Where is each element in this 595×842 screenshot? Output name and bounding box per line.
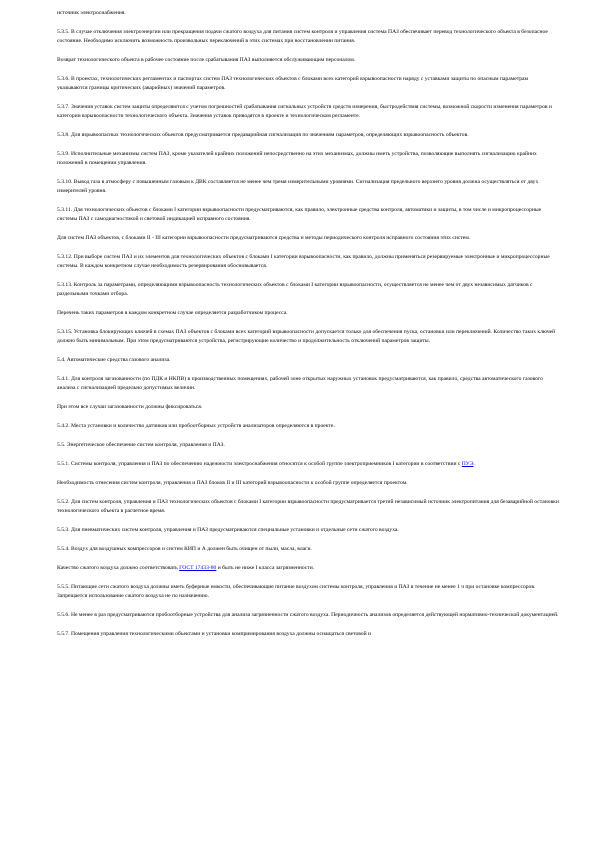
paragraph xyxy=(57,564,560,573)
paragraph-5-5-6: 5.5.6. Не менее в раз предусматриваются пробоотборные устройства для анализа загрязненности сжатого воздуха. Периодичность анализов определяется действующей нормативно-технической документацией. xyxy=(57,612,559,618)
paragraph-5-3-12: 5.3.12. При выборе систем ПАЗ и их элементов для технологических объектов с блоками I категории взрывоопасности, как правило, должны применяться резервируемые электронные и микропроцессорные системы. В каждом конкретном случае необходимость резервирования обосновывается. xyxy=(57,254,550,269)
paragraph-5-4-1: 5.4.1. Для контроля загазованности (по ПДК и НКПВ) в производственных помещениях, рабочей зоне открытых наружных установок предусматриваются, как правило, средства автоматического газового анализа с сигнализацией предельно допустимых величин. xyxy=(57,376,543,391)
paragraph-5-3-15: 5.3.15. Установка блокирующих ключей в схемах ПАЗ объектов с блоками всех категорий взрывоопасности допускается только для обеспечения пуска, остановки или переключений. Количество таких ключей должно быть минимальным. При этом предусматриваются устройства, регистрирующие количество и продолжительность отключений параметров защиты. xyxy=(57,329,556,344)
paragraph-5-5-1 xyxy=(57,460,560,469)
paragraph-5-3-7: 5.3.7. Значения уставок систем защиты определяются с учетом погрешностей срабатывания сигнальных устройств средств измерения, быстродействия системы, возможной скорости изменения параметров и категории взрывоопасности технологического объекта. Значения уставок приводятся в проекте и технологическом регламенте. xyxy=(57,104,552,119)
paragraph-5-5-7: 5.5.7. Помещения управления технологическими объектами и установки компримирования воздуха должны оснащаться световой и xyxy=(57,631,372,637)
paragraph: При этом все случаи загазованности должны фиксироваться. xyxy=(57,404,203,410)
paragraph: Возврат технологического объекта в рабочее состояние после срабатывания ПАЗ выполняется обслуживающим персоналом. xyxy=(57,57,356,63)
paragraph-text: и быть не ниже I класса загрязненности. xyxy=(216,565,315,571)
section-heading-5-4: 5.4. Автоматические средства газового анализа. xyxy=(57,357,171,363)
paragraph-5-5-3: 5.5.3. Для пневматических систем контроля, управления и ПАЗ предусматриваются специальные установки и отдельные сети сжатого воздуха. xyxy=(57,527,399,533)
paragraph-text: 5.5.1. Системы контроля, управления и ПАЗ по обеспечению надежности электроснабжения относятся к особой группе электроприемников I категории в соответствии с xyxy=(57,461,462,467)
paragraph-text: Качество сжатого воздуха должно соответствовать xyxy=(57,565,180,571)
section-heading-5-5: 5.5. Энергетическое обеспечение систем контроля, управления и ПАЗ. xyxy=(57,442,225,448)
paragraph-5-3-6: 5.3.6. В проектах, технологических регламентах и паспортах систем ПАЗ технологических объектов с блоками всех категорий взрывоопасности наряду с уставками защиты по опасным параметрам указываются границы критических (аварийных) значений параметров. xyxy=(57,76,529,91)
paragraph-5-3-5: 5.3.5. В случае отключения электроэнергии или прекращения подачи сжатого воздуха для питания систем контроля и управления система ПАЗ обеспечивает перевод технологического объекта в безопасное состояние. Необходимо исключить возможность произвольных переключений в этих системах при восстановлении питания. xyxy=(57,29,548,44)
paragraph-5-3-9: 5.3.9. Исполнительные механизмы систем ПАЗ, кроме указателей крайних положений непосредственно на этих механизмах, должны иметь устройства, позволяющие выполнять сигнализацию крайних положений в помещении управления. xyxy=(57,151,537,166)
paragraph: Необходимость отнесения систем контроля, управления и ПАЗ блоков II и III категорий взрывоопасности к особой группе определяется проектом. xyxy=(57,480,408,486)
paragraph-5-3-10: 5.3.10. Вывод газа в атмосферу с повышенным газовым к ДВК составляется не менее чем тремя измерительными уровнями. Сигнализация предельного верхнего уровня должна осуществляться от двух измерителей уровня. xyxy=(57,179,539,194)
pue-link[interactable]: ПУЭ xyxy=(461,461,474,467)
paragraph: источник электроснабжения. xyxy=(57,10,126,16)
paragraph: Перечень таких параметров в каждом конкретном случае определяется разработчиком процесса. xyxy=(57,310,288,316)
gost-link[interactable]: ГОСТ 17433-80 xyxy=(179,565,217,571)
paragraph-5-3-8: 5.3.8. Для взрывоопасных технологических объектов предусматривается предаварийная сигнализация по значениям параметров, определяющих взрывоопасность объектов. xyxy=(57,132,469,138)
paragraph-5-4-2: 5.4.2. Места установки и количество датчиков или пробоотборных устройств анализаторов определяются в проекте. xyxy=(57,423,335,429)
paragraph-5-5-2: 5.5.2. Для систем контроля, управления и ПАЗ технологических объектов с блоками I категории взрывоопасности предусматривается третий независимый источник электропитания для безаварийной остановки технологического объекта в расчетное время. xyxy=(57,499,559,514)
paragraph-5-5-5: 5.5.5. Питающие сети сжатого воздуха должны иметь буферные емкости, обеспечивающие питание воздухом системы контроля, управления и ПАЗ в течение не менее 1 ч при остановке компрессоров. Запрещается использование сжатого воздуха не по назначению. xyxy=(57,584,536,599)
paragraph-5-5-4: 5.5.4. Воздух для воздушных компрессоров и систем КИП и А должен быть очищен от пыли, масла, влаги. xyxy=(57,546,312,552)
paragraph: Для систем ПАЗ объектов, с блоками II - III категории взрывоопасности предусматриваются средства и методы периодического контроля исправного состояния этих систем. xyxy=(57,235,471,241)
paragraph-5-3-13: 5.3.13. Контроль за параметрами, определяющими взрывоопасность технологических объектов с блоками I категории взрывоопасности, осуществляется не менее чем от двух независимых датчиков с раздельными точками отбора. xyxy=(57,282,533,297)
paragraph-5-3-11: 5.3.11. Для технологических объектов с блоками I категории взрывоопасности предусматриваются, как правило, электронные средства контроля, автоматики и защиты, в том числе и микропроцессорные системы ПАЗ с самодиагностикой и световой индикацией исправного состояния. xyxy=(57,207,542,222)
paragraph-text: . xyxy=(473,461,475,467)
